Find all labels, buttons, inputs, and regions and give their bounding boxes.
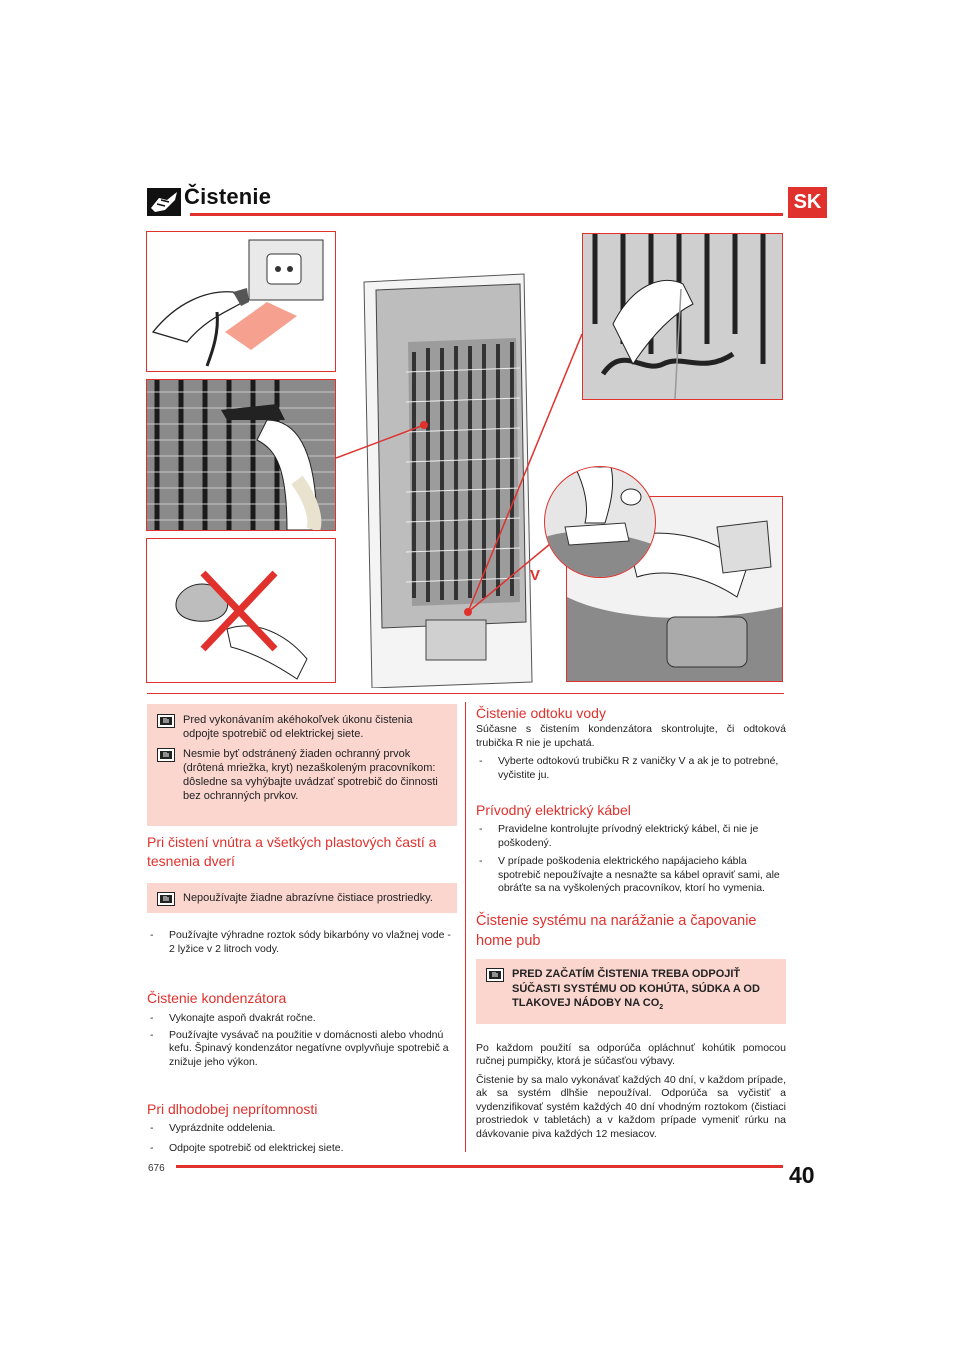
- bullet-item: - Vyprázdnite oddelenia.: [147, 1122, 457, 1136]
- warning-hand-icon: [486, 968, 504, 982]
- title-rule: [190, 213, 783, 216]
- drain-paragraph: Súčasne s čistením kondenzátora skontrolujte, či odtoková trubička R nie je upchatá.: [476, 723, 786, 749]
- column-divider: [465, 702, 466, 1152]
- drain-tube-illustration: [582, 233, 783, 400]
- page-title: Čistenie: [184, 184, 272, 209]
- section-cable: [476, 801, 786, 896]
- fridge-back-illustration: [336, 232, 586, 688]
- language-badge: SK: [788, 187, 827, 218]
- warning-protective: [153, 747, 449, 803]
- tray-magnifier: [544, 466, 656, 578]
- section-absence: [147, 1100, 457, 1155]
- do-not-remove-illustration: [146, 538, 336, 683]
- warning-pub-text: PRED ZAČATÍM ČISTENIA TREBA ODPOJIŤ SÚČASTI SYSTÉMU OD KOHÚTA, SÚDKA A OD TLAKOVEJ NÁDOBY NA CO: [512, 968, 760, 1009]
- label-v: V: [530, 567, 541, 584]
- bullet-item: - Vyberte odtokovú trubičku R z vaničky V a ak je to potrebné, vyčistite ju.: [476, 755, 786, 782]
- warning-abrasive-text: Nepoužívajte žiadne abrazívne čistiace prostriedky.: [183, 892, 433, 904]
- warning-unplug: [153, 713, 449, 741]
- warning-hand-icon: [157, 748, 175, 762]
- pub-warning-box: [476, 959, 786, 1024]
- section-divider: [147, 693, 784, 694]
- co2-subscript: 2: [659, 1004, 664, 1012]
- bullet-item: - Používajte výhradne roztok sódy bikarbóny vo vlažnej vode - 2 lyžice v 2 litroch vody.: [147, 929, 457, 956]
- section-drain: [476, 704, 786, 782]
- warning-protective-text: Nesmie byť odstránený žiaden ochranný prvok (drôtená mriežka, kryt) nezaškoleným pracovníkom: dôsledne sa vyhýbajte uvádzať spotrebič do činnosti bez ochranných prvkov.: [183, 748, 438, 802]
- bullet-item: - Pravidelne kontrolujte prívodný elektrický kábel, či nie je poškodený.: [476, 823, 786, 850]
- page-number: 40: [789, 1162, 815, 1188]
- footer-rule: [176, 1165, 783, 1168]
- section-pub-title: Čistenie systému na narážanie a čapovanie home pub: [476, 913, 757, 949]
- pub-paragraph: Čistenie by sa malo vykonávať každých 40 dní, v každom prípade, ak sa systém dlhšie nepoužíval. Odporúča sa vyčistiť a vydenzifikovať systém každých 40 dní vhodným roztokom (čistiaci prostriedok v tabletách) a v každom prípade vymeniť rúrku na dávkovanie piva každých 12 mesiacov.: [476, 1073, 786, 1140]
- bullet-item: - Odpojte spotrebič od elektrickej siete.: [147, 1142, 457, 1156]
- section-absence-title: Pri dlhodobej neprítomnosti: [147, 1101, 318, 1117]
- bullet-item: - Používajte vysávač na použitie v domácnosti alebo vhodnú kefu. Špinavý kondenzátor negatívne ovplyvňuje spotrebič a znižuje jeho výkon.: [147, 1029, 457, 1070]
- unplug-illustration: [146, 231, 336, 372]
- vacuum-condenser-illustration: [146, 379, 336, 531]
- safety-warning-box: [147, 704, 457, 826]
- cleaning-hand-icon: [147, 188, 181, 216]
- warning-abrasive: [153, 891, 449, 905]
- section-interior: [147, 833, 457, 956]
- warning-hand-icon: [157, 892, 175, 906]
- section-condenser: [147, 989, 457, 1069]
- page-reference: 676: [148, 1163, 165, 1174]
- abrasive-warning-box: [147, 883, 457, 913]
- warning-hand-icon: [157, 714, 175, 728]
- section-drain-title: Čistenie odtoku vody: [476, 705, 606, 721]
- section-cable-title: Prívodný elektrický kábel: [476, 802, 631, 818]
- pub-paragraph: Po každom použití sa odporúča opláchnuť kohútik pomocou ručnej pumpičky, ktorá je súčasťou výbavy.: [476, 1041, 786, 1068]
- section-interior-title: Pri čistení vnútra a všetkých plastových častí a tesnenia dverí: [147, 834, 437, 869]
- warning-pub: [482, 967, 778, 1016]
- section-condenser-title: Čistenie kondenzátora: [147, 990, 287, 1006]
- section-pub: [476, 911, 786, 1141]
- bullet-item: - V prípade poškodenia elektrického napájacieho kábla spotrebič nepoužívajte a nesnažte sa kábel opraviť sami, ale obráťte sa na vyškolených pracovníkov, ktorí ho vymenia.: [476, 855, 786, 896]
- warning-unplug-text: Pred vykonávaním akéhokoľvek úkonu čistenia odpojte spotrebič od elektrickej siete.: [183, 714, 413, 740]
- bullet-item: - Vykonajte aspoň dvakrát ročne.: [147, 1012, 457, 1026]
